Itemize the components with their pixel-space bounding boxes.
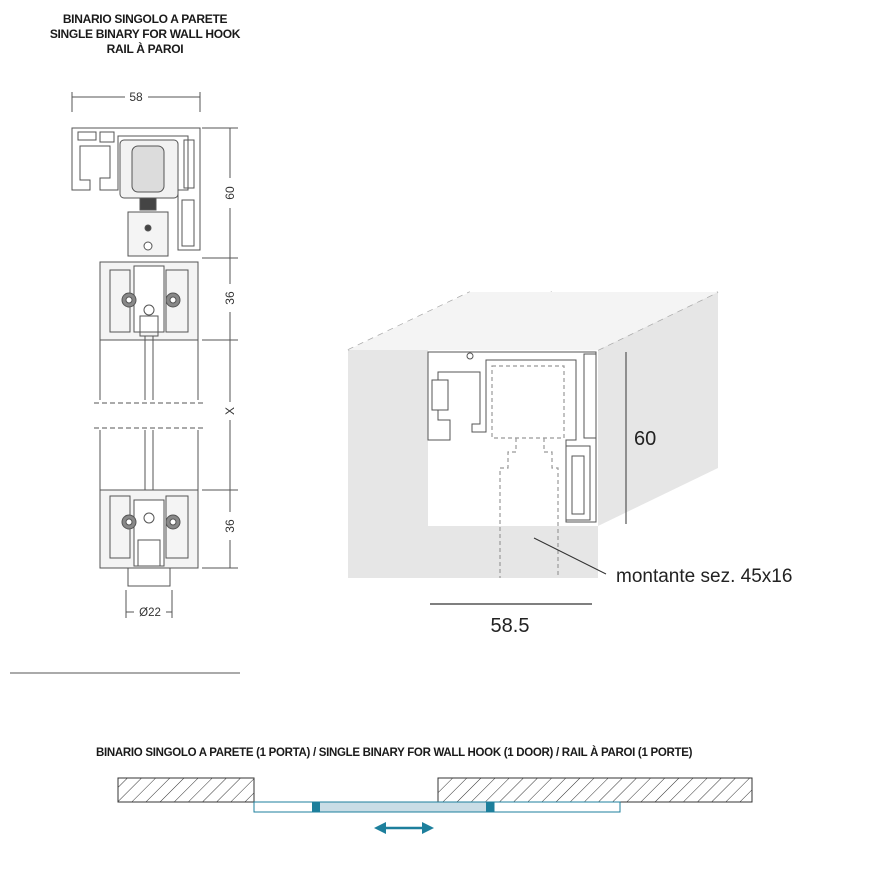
- plan-door-stop-right: [486, 802, 494, 812]
- title-line-italian: BINARIO SINGOLO A PARETE: [62, 12, 228, 26]
- mullion-label: montante sez. 45x16: [616, 566, 793, 587]
- section-drawing: [72, 92, 238, 618]
- plan-door-stop-left: [312, 802, 320, 812]
- perspective-width-label: 58.5: [490, 615, 530, 637]
- trolley: [120, 140, 178, 256]
- plan-wall-left: [118, 778, 254, 802]
- title-line-english: SINGLE BINARY FOR WALL HOOK: [49, 27, 241, 41]
- dim-label-36-top: 36: [223, 291, 237, 305]
- slide-direction-arrow: [374, 822, 434, 834]
- door-profile-bottom: [100, 490, 198, 586]
- plan-view: [118, 778, 752, 834]
- dim-label-60: 60: [223, 186, 237, 200]
- plan-door-panel: [314, 802, 494, 812]
- glass-panel: [94, 336, 204, 490]
- perspective-height-label: 60: [634, 428, 657, 450]
- plan-title: BINARIO SINGOLO A PARETE (1 PORTA) / SINGLE BINARY FOR WALL HOOK (1 DOOR) / RAIL À PAROI (1 PORTE): [96, 747, 693, 759]
- title-line-french: RAIL À PAROI: [106, 42, 184, 56]
- plan-wall-right: [438, 778, 752, 802]
- dim-label-36-bottom: 36: [223, 519, 237, 533]
- dim-label-x: X: [223, 406, 237, 416]
- dim-label-58: 58: [129, 90, 143, 104]
- door-profile-top: [100, 262, 198, 340]
- perspective-drawing: [348, 292, 718, 604]
- dim-label-diameter: Ø22: [139, 607, 161, 619]
